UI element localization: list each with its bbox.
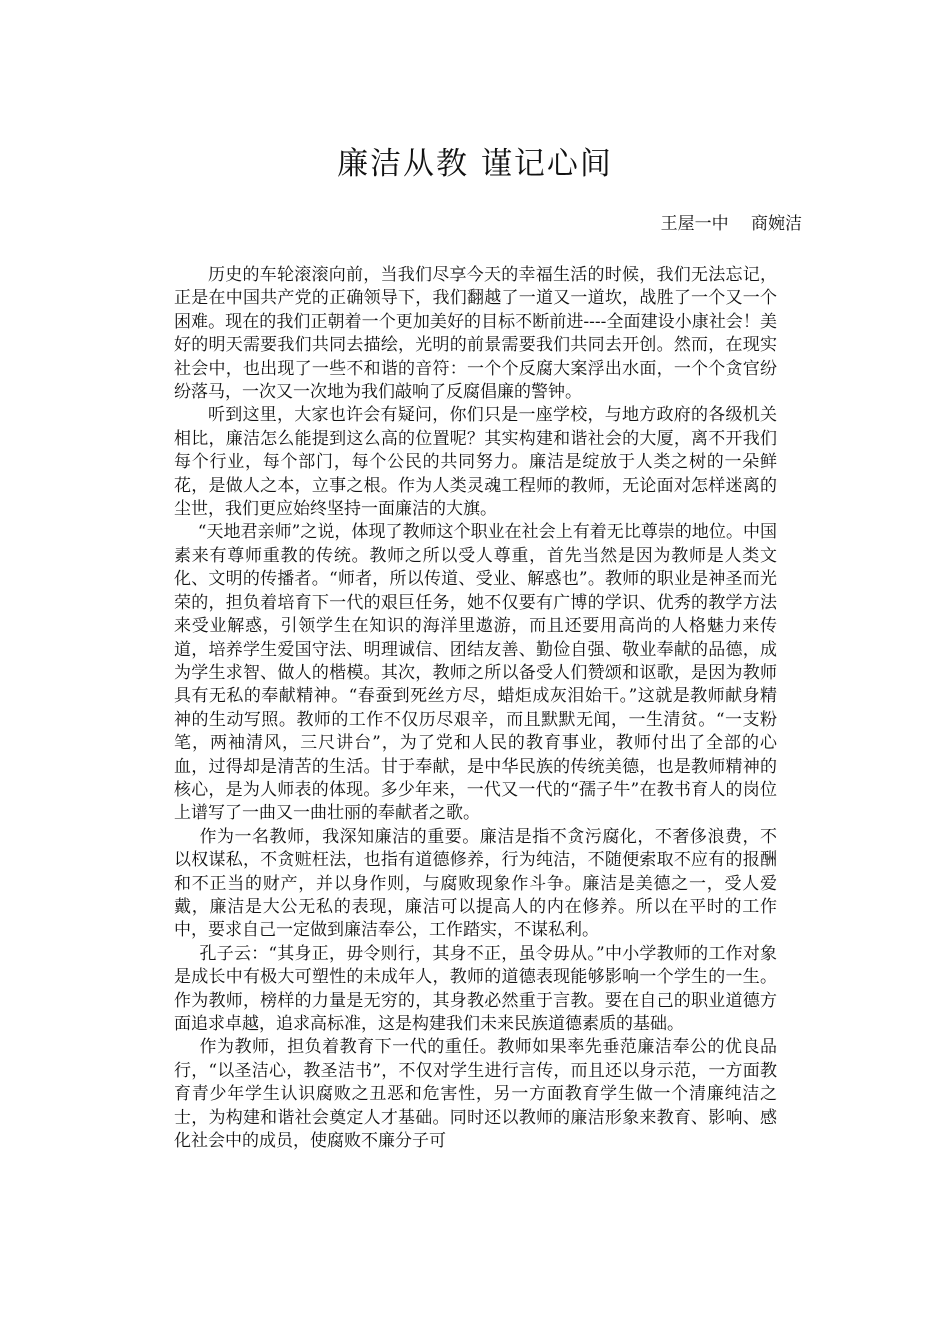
paragraph-6: 作为教师，担负着教育下一代的重任。教师如果率先垂范廉洁奉公的优良品行，“以圣洁心，教圣洁书”，不仅对学生进行言传，而且还以身示范，一方面教育青少年学生认识腐败之丑恶和危害性，另一方面教育学生做一个清廉纯洁之士，为构建和谐社会奠定人才基础。同时还以教师的廉洁形象来教育、影响、感化社会中的成员，使腐败不廉分子可	[174, 1037, 777, 1152]
document-body	[174, 264, 777, 1153]
document-title: 廉洁从教 谨记心间	[337, 146, 613, 182]
paragraph-1: 历史的车轮滚滚向前，当我们尽享今天的幸福生活的时候，我们无法忘记，正是在中国共产党的正确领导下，我们翻越了一道又一道坎，战胜了一个又一个困难。现在的我们正朝着一个更加美好的目标不断前进----全面建设小康社会！美好的明天需要我们共同去描绘，光明的前景需要我们共同去开创。然而，在现实社会中，也出现了一些不和谐的音符：一个个反腐大案浮出水面，一个个贪官纷纷落马，一次又一次地为我们敲响了反腐倡廉的警钟。	[174, 265, 777, 403]
paragraph-3: “天地君亲师”之说，体现了教师这个职业在社会上有着无比尊崇的地位。中国素来有尊师重教的传统。教师之所以受人尊重，首先当然是因为教师是人类文化、文明的传播者。“师者，所以传道、受业、解惑也”。教师的职业是神圣而光荣的，担负着培育下一代的艰巨任务，她不仅要有广博的学识、优秀的教学方法来受业解惑，引领学生在知识的海洋里遨游，而且还要用高尚的人格魅力来传道，培养学生爱国守法、明理诚信、团结友善、勤俭自强、敬业奉献的品德，成为学生求智、做人的楷模。其次，教师之所以备受人们赞颂和讴歌，是因为教师具有无私的奉献精神。“春蚕到死丝方尽，蜡炬成灰泪始干。”这就是教师献身精神的生动写照。教师的工作不仅历尽艰辛，而且默默无闻，一生清贫。“一支粉笔，两袖清风，三尺讲台”，为了党和人民的教育事业，教师付出了全部的心血，过得却是清苦的生活。甘于奉献，是中华民族的传统美德，也是教师精神的核心，是为人师表的体现。多少年来，一代又一代的“孺子牛”在教书育人的岗位上谱写了一曲又一曲壮丽的奉献者之歌。	[174, 522, 777, 824]
paragraph-2: 听到这里，大家也许会有疑问，你们只是一座学校，与地方政府的各级机关相比，廉洁怎么能提到这么高的位置呢？其实构建和谐社会的大厦，离不开我们每个行业，每个部门，每个公民的共同努力。廉洁是绽放于人类之树的一朵鲜花，是做人之本，立事之根。作为人类灵魂工程师的教师，无论面对怎样迷离的尘世，我们更应始终坚持一面廉洁的大旗。	[174, 405, 777, 520]
paragraph-4: 作为一名教师，我深知廉洁的重要。廉洁是指不贪污腐化，不奢侈浪费，不以权谋私，不贪赃枉法，也指有道德修养，行为纯洁，不随便索取不应有的报酬和不正当的财产，并以身作则，与腐败现象作斗争。廉洁是美德之一，受人爱戴，廉洁是大公无私的表现，廉洁可以提高人的内在修养。所以在平时的工作中，要求自己一定做到廉洁奉公，工作踏实，不谋私利。	[174, 826, 777, 941]
paragraph-5: 孔子云：“其身正，毋令则行，其身不正，虽令毋从。”中小学教师的工作对象是成长中有极大可塑性的未成年人，教师的道德表现能够影响一个学生的一生。作为教师，榜样的力量是无穷的，其身教必然重于言教。要在自己的职业道德方面追求卓越，追求高标准，这是构建我们未来民族道德素质的基础。	[174, 943, 777, 1034]
document-author: 王屋一中 商婉洁	[660, 214, 802, 234]
